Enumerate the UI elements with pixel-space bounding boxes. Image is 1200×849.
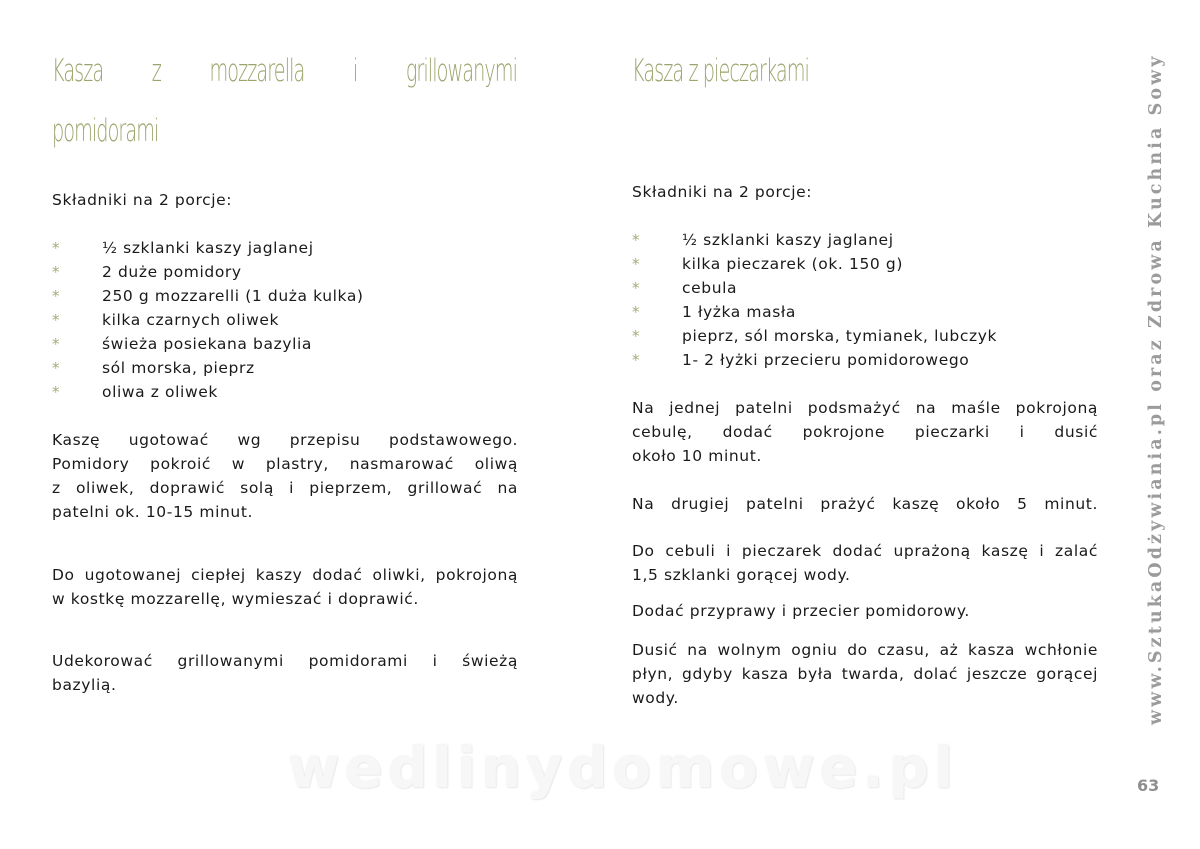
right-instructions-1: Na jednej patelni podsmażyć na maśle pokrojoną cebulę, dodać pokrojone pieczarki i dusić około 10 minut. xyxy=(632,399,1098,465)
list-item: * świeża posiekana bazylia xyxy=(52,332,518,356)
left-instructions-1: Kaszę ugotować wg przepisu podstawowego. Pomidory pokroić w plastry, nasmarować oliwą z oliwek, doprawić solą i pieprzem, grillować na patelni ok. 10-15 minut. xyxy=(52,431,518,521)
left-instructions-3: Udekorować grillowanymi pomidorami i świeżą bazylią. xyxy=(52,652,518,694)
left-title-word: Kasza xyxy=(52,53,104,89)
left-title-word: z xyxy=(151,53,161,89)
bullet-icon: * xyxy=(632,303,641,321)
watermark: wedlinydomowe.pl xyxy=(288,736,959,801)
left-title-word: grillowanymi xyxy=(405,53,517,89)
bullet-icon: * xyxy=(632,351,641,369)
left-title-line2: pomidorami xyxy=(52,113,159,149)
list-item: * 1- 2 łyżki przecieru pomidorowego xyxy=(632,348,1098,372)
bullet-icon: * xyxy=(52,287,61,305)
bullet-icon: * xyxy=(632,279,641,297)
list-item: * kilka pieczarek (ok. 150 g) xyxy=(632,252,1098,276)
list-item: * cebula xyxy=(632,276,1098,300)
list-item: * oliwa z oliwek xyxy=(52,380,518,404)
bullet-icon: * xyxy=(632,327,641,345)
list-item: * sól morska, pieprz xyxy=(52,356,518,380)
bullet-icon: * xyxy=(632,255,641,273)
side-website-text: www.SztukaOdżywiania.pl oraz Zdrowa Kuchnia Sowy xyxy=(1146,53,1166,725)
right-instructions-5: Dusić na wolnym ogniu do czasu, aż kasza wchłonie płyn, gdyby kasza była twarda, dolać jeszcze gorącej wody. xyxy=(632,641,1098,707)
left-title-word: i xyxy=(352,53,358,89)
right-instructions-3: Do cebuli i pieczarek dodać uprażoną kaszę i zalać 1,5 szklanki gorącej wody. xyxy=(632,542,1098,584)
right-instructions-4: Dodać przyprawy i przecier pomidorowy. xyxy=(632,602,970,620)
list-item: * ½ szklanki kaszy jaglanej xyxy=(632,228,1098,252)
left-title-line1 xyxy=(52,53,517,89)
bullet-icon: * xyxy=(52,335,61,353)
bullet-icon: * xyxy=(52,263,61,281)
page-number: 63 xyxy=(1137,776,1160,795)
left-ingredient-list xyxy=(52,236,518,404)
list-item: * 1 łyżka masła xyxy=(632,300,1098,324)
left-ingredients-heading: Składniki na 2 porcje: xyxy=(52,191,233,209)
list-item: * 2 duże pomidory xyxy=(52,260,518,284)
left-title-word: mozzarella xyxy=(209,53,305,89)
bullet-icon: * xyxy=(632,231,641,249)
list-item: * 250 g mozzarelli (1 duża kulka) xyxy=(52,284,518,308)
list-item: * pieprz, sól morska, tymianek, lubczyk xyxy=(632,324,1098,348)
right-ingredients-heading: Składniki na 2 porcje: xyxy=(632,183,813,201)
list-item: * kilka czarnych oliwek xyxy=(52,308,518,332)
left-instructions-2: Do ugotowanej ciepłej kaszy dodać oliwki, pokrojoną w kostkę mozzarellę, wymieszać i doprawić. xyxy=(52,566,518,608)
bullet-icon: * xyxy=(52,311,61,329)
bullet-icon: * xyxy=(52,359,61,377)
right-ingredient-list xyxy=(632,228,1098,372)
bullet-icon: * xyxy=(52,383,61,401)
right-title: Kasza z pieczarkami xyxy=(632,53,809,89)
bullet-icon: * xyxy=(52,239,61,257)
right-instructions-2: Na drugiej patelni prażyć kaszę około 5 minut. xyxy=(632,495,1098,513)
list-item: * ½ szklanki kaszy jaglanej xyxy=(52,236,518,260)
